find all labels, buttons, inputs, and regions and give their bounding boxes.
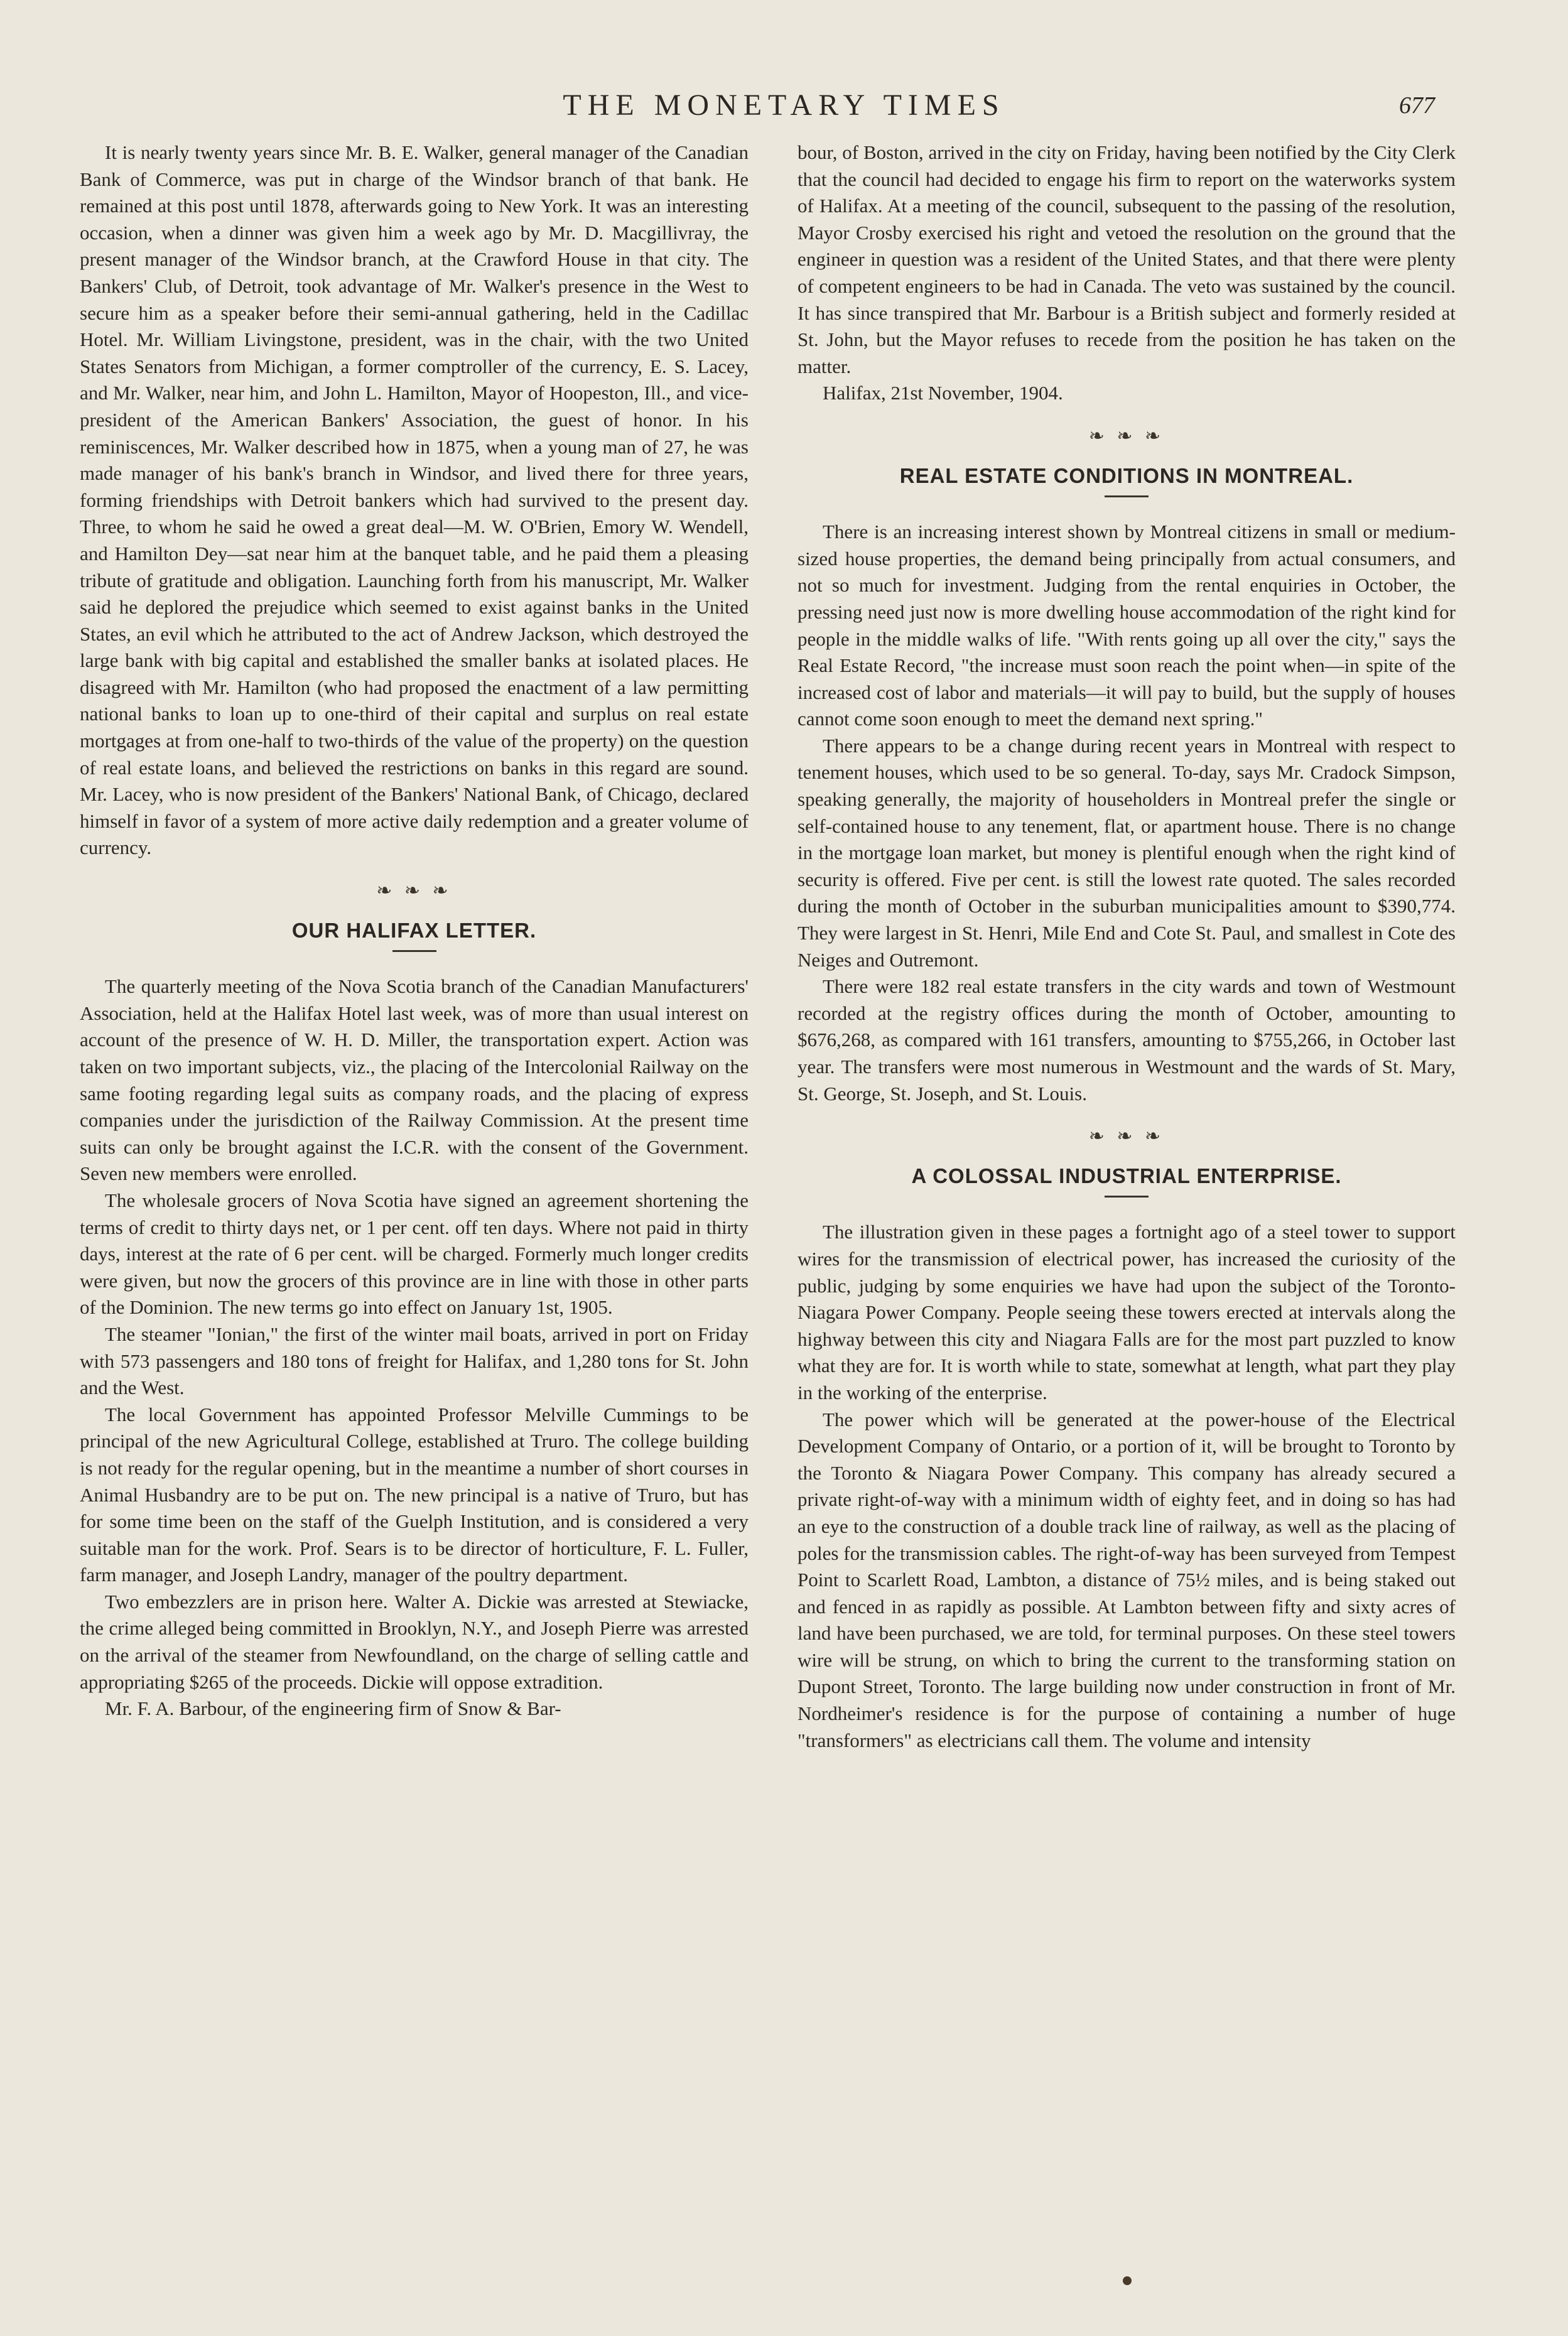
footer-dot [1123,2276,1132,2285]
halifax-dateline: Halifax, 21st November, 1904. [823,382,1063,404]
enterprise-paragraph-1: The illustration given in these pages a fortnight ago of a steel tower to support wires for the transmission of electrical power, has increased the curiosity of the public, judging by some enquiries we have had upon the subject of the Toronto-Niagara Power Company. People seeing these towers erected at intervals along the highway between this city and Niagara Falls are for the most part puzzled to know what they are for. It is worth while to state, somewhat at length, what part they play in the working of the enterprise. [798,1221,1456,1403]
section-ornament: ❧ ❧ ❧ [376,880,452,902]
halifax-continued-paragraph: bour, of Boston, arrived in the city on Friday, having been notified by the City Clerk that the council had decided to engage his firm to report on the waterworks system of Halifax. At a meeting of the council, subsequent to the passing of the resolution, Mayor Crosby exercised his right and vetoed the resolution on the ground that the engineer in question was a resident of the United States, and that there were plenty of competent engineers to be had in Canada. The veto was sustained by the council. It has since transpired that Mr. Barbour is a British subject and formerly resided at St. John, but the Mayor refuses to recede from the position he has taken on the matter. [798,141,1456,377]
halifax-paragraph-1: The quarterly meeting of the Nova Scotia branch of the Canadian Manufacturers' Association, held at the Halifax Hotel last week, was of more than usual interest on account of the presence of W. H. D. Miller, the transportation expert. Action was taken on two important subjects, viz., the placing of the Intercolonial Railway on the same footing regarding legal suits as company roads, and the placing of express companies under the jurisdiction of the Railway Commission. At the present time suits can only be brought against the I.C.R. with the consent of the Government. Seven new members were enrolled. [80,975,749,1185]
section-ornament: ❧ ❧ ❧ [1088,425,1165,446]
real-estate-paragraph-2: There appears to be a change during recent years in Montreal with respect to tenement houses, which used to be so general. To-day, says Mr. Cradock Simpson, speaking generally, the majority of householders in Montreal prefer the single or self-contained house to any tenement, flat, or apartment house. There is no change in the mortgage loan market, but money is plentiful enough when the right kind of security is offered. Five per cent. is still the lowest rate quoted. The sales recorded during the month of October in the suburban municipalities amount to $390,774. They were largest in St. Henri, Mile End and Cote St. Paul, and smallest in Cote des Neiges and Outremont. [798,734,1456,971]
enterprise-paragraph-2: The power which will be generated at the power-house of the Electrical Development Company of Ontario, or a portion of it, will be brought to Toronto by the Toronto & Niagara Power Company. This company has already secured a private right-of-way with a minimum width of eighty feet, and in doing so has had an eye to the construction of a double track line of railway, as well as the placing of poles for the transmission cables. The right-of-way has been surveyed from Tempest Point to Scarlett Road, Lambton, a distance of 75½ miles, and is being staked out and fenced in as rapidly as possible. At Lambton between fifty and sixty acres of land have been purchased, we are told, for terminal purposes. On these steel towers wire will be strung, on which to bring the current to the transforming station on Dupont Street, Toronto. The large building now under construction in front of Mr. Nordheimer's residence is for the purpose of containing a number of huge "transformers" as electricians call them. The volume and intensity [798,1408,1456,1751]
headline-real-estate-montreal: REAL ESTATE CONDITIONS IN MONTREAL. [899,463,1354,487]
halifax-paragraph-5: Two embezzlers are in prison here. Walter A. Dickie was arrested at Stewiacke, the crime alleged being committed in Brooklyn, N.Y., and Joseph Pierre was arrested on the arrival of the steamer from Newfoundland, on the charge of selling cattle and appropriating $265 of the proceeds. Dickie will oppose extradition. [80,1590,749,1693]
halifax-paragraph-6: Mr. F. A. Barbour, of the engineering firm of Snow & Bar- [105,1697,561,1720]
article-walker-paragraph: It is nearly twenty years since Mr. B. E. Walker, general manager of the Canadian Bank of Commerce, was put in charge of the Windsor branch of that bank. He remained at this post until 1878, afterwards going to New York. It was an interesting occasion, when a dinner was given him a week ago by Mr. D. Macgillivray, the present manager of the Windsor branch, at the Crawford House in that city. The Bankers' Club, of Detroit, took advantage of Mr. Walker's presence in the West to secure him as a speaker before their semi-annual gathering, held in the Cadillac Hotel. Mr. William Livingstone, president, was in the chair, with the two United States Senators from Michigan, a former comptroller of the currency, E. S. Lacey, and Mr. Walker, near him, and John L. Hamilton, Mayor of Hoopeston, Ill., and vice-president of the American Bankers' Association, the guest of honor. In his reminiscences, Mr. Walker described how in 1875, when a young man of 27, he was made manager of his bank's branch in Windsor, and lived there for three years, forming friendships with Detroit bankers which had survived to the present day. Three, to whom he said he owed a great deal—M. W. O'Brien, Emory W. Wendell, and Hamilton Dey—sat near him at the banquet table, and he paid them a pleasing tribute of gratitude and obligation. Launching forth from his manuscript, Mr. Walker said he deplored the prejudice which seemed to exist against banks in the United States, an evil which he attributed to the act of Andrew Jackson, which destroyed the large bank with big capital and established the smaller banks at isolated places. He disagreed with Mr. Hamilton (who had proposed the enactment of a law permitting national banks to loan up to one-third of their capital and surplus on real estate mortgages at from one-half to two-thirds of the value of the property) on the question of real estate loans, and believed the restrictions on banks in this regard are sound. Mr. Lacey, who is now president of the Bankers' National Bank, of Chicago, declared himself in favor of a system of more active daily redemption and a greater volume of currency. [80,141,749,859]
halifax-paragraph-2: The wholesale grocers of Nova Scotia have signed an agreement shortening the terms of credit to thirty days net, or 1 per cent. off ten days. Where not paid in thirty days, interest at the rate of 6 per cent. will be charged. Formerly much longer credits were given, but now the grocers of this province are in line with those in other parts of the Dominion. The new terms go into effect on January 1st, 1905. [80,1189,749,1319]
halifax-paragraph-4: The local Government has appointed Professor Melville Cummings to be principal of the new Agricultural College, established at Truro. The college building is not ready for the regular opening, but in the meantime a number of short courses in Animal Husbandry are to be put on. The new principal is a native of Truro, but has for some time been on the staff of the Guelph Institution, and is considered a very suitable man for the work. Prof. Sears is to be director of horticulture, F. L. Fuller, farm manager, and Joseph Landry, manager of the poultry department. [80,1403,749,1586]
headline-halifax-letter: OUR HALIFAX LETTER. [291,918,537,942]
section-ornament: ❧ ❧ ❧ [1088,1126,1165,1147]
real-estate-paragraph-1: There is an increasing interest shown by Montreal citizens in small or medium-sized house properties, the demand being principally from actual consumers, and not so much for investment. Judging from the rental enquiries in October, the pressing need just now is more dwelling house accommodation of the right kind for people in the middle walks of life. "With rents going up all over the city," says the Real Estate Record, "the increase must soon reach the point when—in spite of the increased cost of labor and materials—it will pay to build, but the supply of houses cannot come soon enough to meet the demand next spring." [798,521,1456,730]
headline-rule [1105,1196,1149,1198]
page-number: 677 [1399,92,1435,119]
headline-rule [1105,495,1149,497]
masthead-title: THE MONETARY TIMES [563,89,1005,122]
real-estate-paragraph-3: There were 182 real estate transfers in the city wards and town of Westmount recorded at the registry offices during the month of October, amounting to $676,268, as compared with 161 transfers, amounting to $755,266, in October last year. The transfers were most numerous in Westmount and the wards of St. Mary, St. George, St. Joseph, and St. Louis. [798,975,1456,1105]
left-column [80,139,749,1722]
headline-rule [392,950,436,952]
halifax-paragraph-3: The steamer "Ionian," the first of the winter mail boats, arrived in port on Friday with 573 passengers and 180 tons of freight for Halifax, and 1,280 tons for St. John and the West. [80,1322,749,1399]
right-column [798,139,1456,1754]
headline-colossal-enterprise: A COLOSSAL INDUSTRIAL ENTERPRISE. [911,1164,1342,1187]
